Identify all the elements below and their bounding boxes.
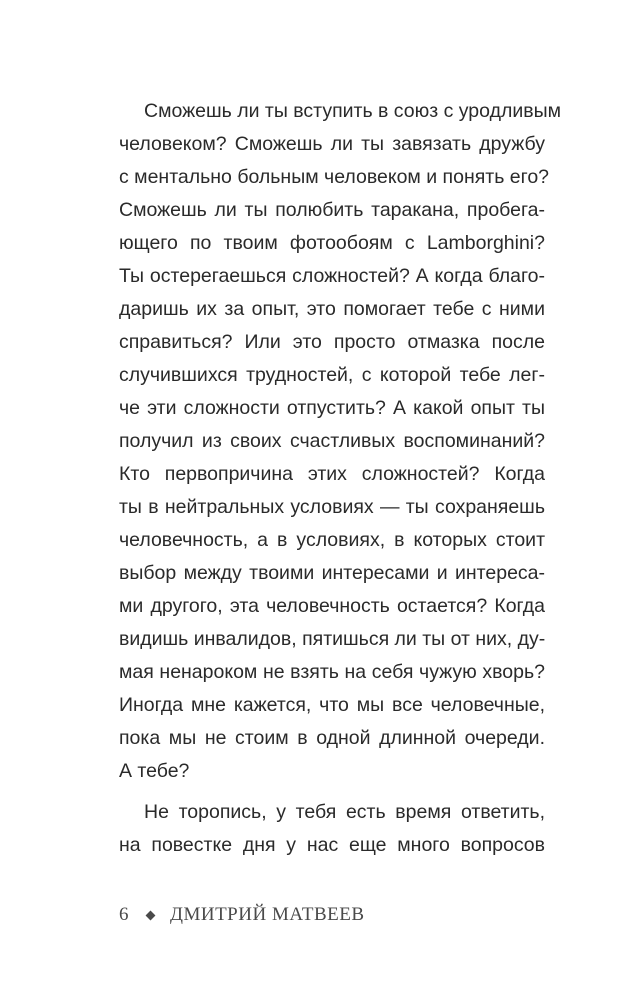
text-line: получил из своих счастливых воспоминаний? <box>119 430 545 452</box>
page-number: 6 <box>119 904 129 925</box>
text-line: ты в нейтральных условиях — ты сохраняешь <box>119 496 545 518</box>
text-line: Иногда мне кажется, что мы все человечные, <box>119 694 545 716</box>
text-line: Сможешь ли ты полюбить таракана, пробега- <box>119 199 545 221</box>
paragraph-1 <box>119 95 561 788</box>
author-name: ДМИТРИЙ МАТВЕЕВ <box>170 904 365 925</box>
text-line: ми другого, эта человечность остается? Когда <box>119 595 545 617</box>
text-line: даришь их за опыт, это помогает тебе с ними <box>119 298 545 320</box>
text-line: ющего по твоим фотообоям с Lamborghini? <box>119 232 545 254</box>
text-line: пока мы не стоим в одной длинной очереди. <box>119 727 545 749</box>
text-line: Сможешь ли ты вступить в союз с уродливым <box>144 100 561 122</box>
text-line: с ментально больным человеком и понять его? <box>119 166 550 188</box>
text-line: человеком? Сможешь ли ты завязать дружбу <box>119 133 545 155</box>
text-line: человечность, а в условиях, в которых стоит <box>119 529 545 551</box>
text-line: случившихся трудностей, с которой тебе лег- <box>119 364 545 386</box>
text-line: на повестке дня у нас еще много вопросов <box>119 834 545 856</box>
text-line: че эти сложности отпустить? А какой опыт ты <box>119 397 545 419</box>
text-line: Ты остерегаешься сложностей? А когда благо- <box>119 265 545 287</box>
text-line: Кто первопричина этих сложностей? Когда <box>119 463 545 485</box>
paragraph-2 <box>119 796 545 862</box>
text-line: мая ненароком не взять на себя чужую хворь? <box>119 661 545 683</box>
text-line: справиться? Или это просто отмазка после <box>119 331 545 353</box>
text-line: выбор между твоими интересами и интереса- <box>119 562 545 584</box>
text-line: Не торопись, у тебя есть время ответить, <box>144 801 545 823</box>
text-line: А тебе? <box>119 760 190 782</box>
text-line: видишь инвалидов, пятишься ли ты от них, ду- <box>119 628 546 650</box>
running-footer <box>119 900 365 930</box>
diamond-separator-icon <box>146 910 156 920</box>
